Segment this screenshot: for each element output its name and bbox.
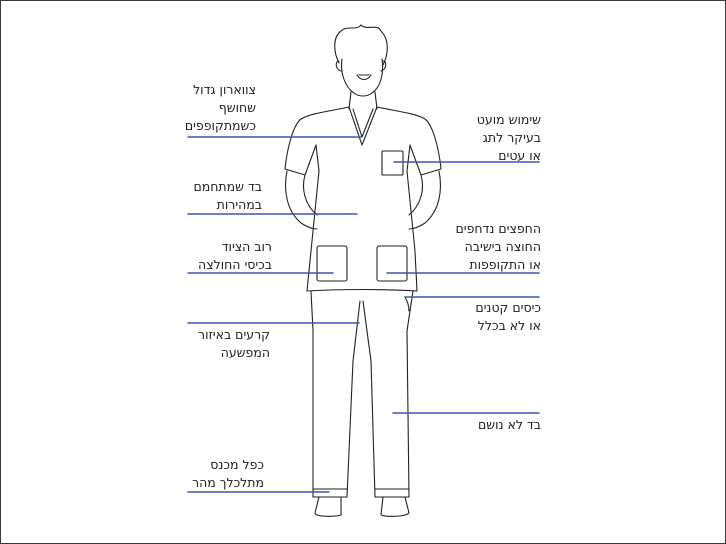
label-line: בכיסי החולצה: [198, 257, 272, 272]
label-line: או עטים: [498, 148, 541, 163]
label-line: בד לא נושם: [477, 417, 541, 432]
label-line: כיסים קטנים: [475, 300, 541, 315]
label-line: קרעים באיזור: [198, 327, 270, 342]
label-crotch-tears: [190, 326, 270, 362]
scrub-top: [285, 107, 441, 291]
figure-arms: [286, 171, 441, 229]
label-line: בד שמתחמם: [193, 179, 262, 194]
label-line: המפשעה: [220, 345, 270, 360]
label-line: כפל מכנס: [210, 457, 264, 472]
label-collar: [184, 81, 256, 135]
label-line: החוצה בישיבה: [464, 239, 541, 254]
label-fabric-breath: [463, 416, 541, 434]
label-line: שחושף: [218, 100, 256, 115]
label-hem-dirt: [190, 456, 264, 492]
label-line: רוב הציוד: [221, 239, 272, 254]
label-line: בעיקר לתג: [482, 130, 541, 145]
figure-neck: [349, 92, 377, 109]
label-fabric-heat: [190, 178, 262, 214]
label-line: שימוש מועט: [476, 112, 541, 127]
label-line: או התקופפות: [469, 257, 541, 272]
label-pocket-items: [447, 220, 541, 274]
label-line: או לא בכלל: [477, 318, 541, 333]
label-chest-pocket: [459, 111, 541, 165]
figure-head: [335, 25, 388, 96]
scrubs-figure-illustration: [1, 1, 725, 543]
label-line: מתלכלך מהר: [192, 475, 264, 490]
label-pockets-sweat: [190, 238, 272, 274]
label-small-pockets: [459, 299, 541, 335]
label-line: כשמתקופפים: [184, 118, 256, 133]
scrub-trousers: [311, 291, 413, 497]
label-line: החפצים נדחפים: [455, 221, 541, 236]
label-line: צווארון גדול: [193, 82, 256, 97]
label-line: במהירות: [216, 197, 262, 212]
figure-shoes: [315, 497, 409, 516]
